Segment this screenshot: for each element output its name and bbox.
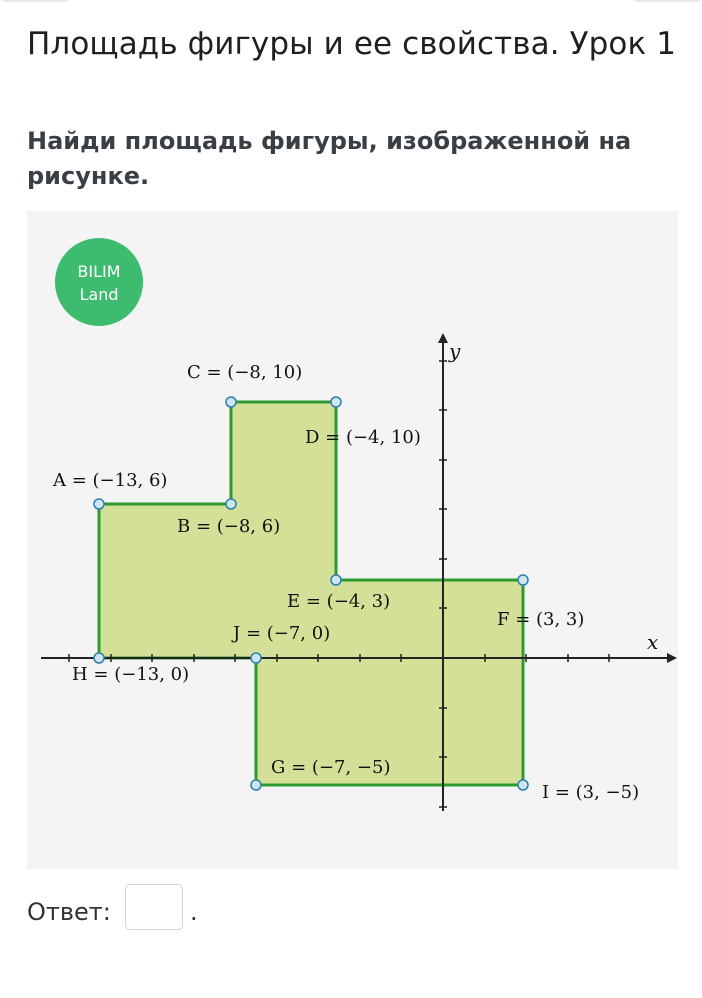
point-label-B: B = (−8, 6) [177, 516, 281, 537]
lesson-title: Площадь фигуры и ее свойства. Урок 1 [27, 26, 677, 62]
answer-label: Ответ: [27, 898, 111, 926]
point-label-E: E = (−4, 3) [287, 591, 391, 612]
logo-circle [55, 238, 143, 326]
y-axis-arrow [438, 333, 448, 343]
vertex-J[interactable] [251, 653, 261, 663]
point-label-I: I = (3, −5) [542, 782, 640, 803]
vertex-H[interactable] [94, 653, 104, 663]
point-label-C: C = (−8, 10) [187, 362, 303, 383]
vertex-I[interactable] [518, 780, 528, 790]
logo-text-line2: Land [79, 285, 119, 304]
point-label-G: G = (−7, −5) [271, 757, 391, 778]
x-axis-arrow [667, 653, 677, 663]
answer-suffix: . [190, 898, 198, 926]
point-label-D: D = (−4, 10) [305, 427, 421, 448]
x-axis-label: x [647, 630, 659, 654]
task-text: Найди площадь фигуры, изображенной на рисунке. [27, 127, 632, 190]
bilimland-logo [55, 238, 143, 326]
vertex-B[interactable] [226, 499, 236, 509]
top-bar [0, 0, 702, 6]
vertex-A[interactable] [94, 499, 104, 509]
vertex-F[interactable] [518, 575, 528, 585]
point-label-F: F = (3, 3) [497, 609, 585, 630]
top-tab-left[interactable] [0, 0, 70, 2]
vertex-D[interactable] [331, 397, 341, 407]
answer-input[interactable] [125, 884, 183, 930]
y-axis-label: y [449, 339, 461, 363]
coordinate-figure [27, 211, 678, 869]
vertex-G[interactable] [251, 780, 261, 790]
logo-text-line1: BILIM [77, 262, 121, 281]
point-label-H: H = (−13, 0) [72, 664, 190, 685]
vertex-C[interactable] [226, 397, 236, 407]
figure-panel [27, 211, 678, 869]
point-label-J: J = (−7, 0) [233, 623, 331, 644]
vertex-E[interactable] [331, 575, 341, 585]
top-tab-right[interactable] [632, 0, 702, 2]
point-label-A: A = (−13, 6) [53, 470, 168, 491]
